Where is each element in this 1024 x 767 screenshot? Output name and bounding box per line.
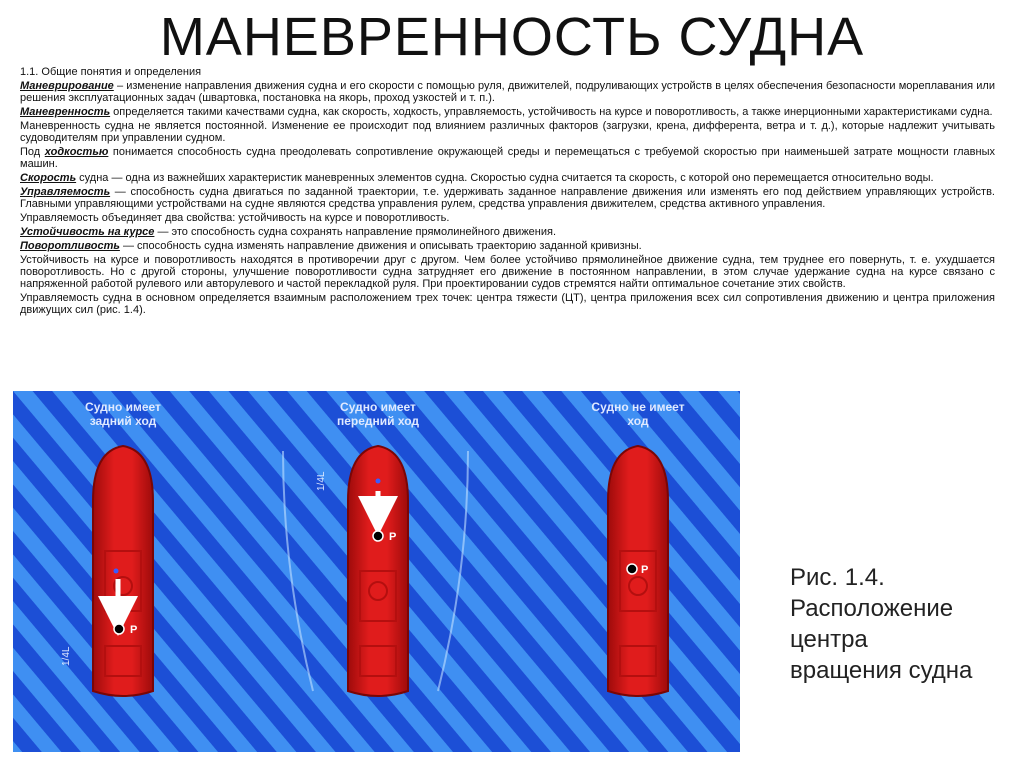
term: Поворотливость <box>20 240 120 252</box>
term: ходкостью <box>44 146 109 158</box>
center-of-gravity-icon <box>114 569 119 574</box>
pivot-letter: P <box>641 564 649 576</box>
page-title: МАНЕВРЕННОСТЬ СУДНА <box>159 7 865 67</box>
figure-svg <box>13 391 740 752</box>
body-text <box>20 66 995 318</box>
paragraph-text: Маневренность судна не является постоянной. Изменение ее происходит под влиянием различных факторов (загрузки, крена, дифферента, ветра и т. д.), которые надлежит учитывать судоводителям при управлении судном. <box>20 120 995 144</box>
paragraph <box>20 120 995 144</box>
paragraph-text: — способность судна изменять направление движения и описывать траекторию заданной кривизны. <box>119 240 642 252</box>
paragraph-text: Устойчивость на курсе и поворотливость находятся в противоречии друг с другом. Чем более устойчиво прямолинейное движение судна, тем труднее его повернуть, т. е. ухудшается поворотливость. Но с другой стороны, улучшение поворотливости судна затрудняет его движение в постоянном направлении, в этом случае удержание судна на курсе связано с напряженной работой рулевого или авторулевого и частой перекладкой руля. При проектировании судов стремятся найти оптимальное сочетание этих свойств. <box>20 254 995 290</box>
term: Скорость <box>20 172 77 184</box>
ship-pivot-figure <box>13 391 740 752</box>
paragraph-prefix: Под <box>20 146 45 158</box>
pivot-letter: P <box>389 531 397 543</box>
paragraph-text: определяется такими качествами судна, как скорость, ходкость, управляемость, устойчивость на курсе и поворотливость, а также инерционными характеристиками судна. <box>110 106 993 118</box>
paragraph <box>20 172 995 184</box>
caption-line: Рис. 1.4. <box>790 564 885 591</box>
pivot-letter: P <box>130 624 138 636</box>
pivot-point-icon <box>627 564 637 574</box>
ship-label-line2: передний ход <box>336 414 420 428</box>
paragraph <box>20 186 995 210</box>
quarter-length-label: 1/4L <box>316 471 327 491</box>
ship-label-line2: ход <box>627 414 649 428</box>
term: Управляемость <box>20 186 111 198</box>
paragraph <box>20 240 995 252</box>
ship-label-line2: задний ход <box>89 414 157 428</box>
quarter-length-label: 1/4L <box>61 646 72 666</box>
term: Маневрирование <box>20 80 114 92</box>
caption-line: Расположение <box>790 595 954 622</box>
paragraph <box>20 212 995 224</box>
paragraph <box>20 146 995 170</box>
ship-label-line1: Судно имеет <box>340 400 416 414</box>
paragraph-text: Управляемость объединяет два свойства: устойчивость на курсе и поворотливость. <box>20 212 450 224</box>
paragraph <box>20 292 995 316</box>
term: Устойчивость на курсе <box>20 226 155 238</box>
paragraph <box>20 80 995 104</box>
paragraph-text: – изменение направления движения судна и его скорости с помощью руля, движителей, подруливающих устройств в целях обеспечения безопасности мореплавания или решения эксплуатационных задач (швартовка, постановка на якорь, проход узкостей и т. п.). <box>20 80 995 104</box>
paragraph-text: Управляемость судна в основном определяется взаимным расположением трех точек: центра тяжести (ЦТ), центра приложения всех сил сопротивления движению и центра приложения движущих сил (рис. 1.4). <box>20 292 995 316</box>
paragraph <box>20 254 995 290</box>
term: Маневренность <box>20 106 111 118</box>
paragraph <box>20 106 995 118</box>
ship-label-line1: Судно имеет <box>85 400 161 414</box>
paragraph-text: понимается способность судна преодолевать сопротивление окружающей среды и перемещаться с требуемой скоростью при наименьшей затрате мощности главных машин. <box>20 146 995 170</box>
paragraph-text: судна — одна из важнейших характеристик маневренных элементов судна. Скоростью судна считается та скорость, с которой оно перемещается относительно воды. <box>76 172 934 184</box>
center-of-gravity-icon <box>376 479 381 484</box>
section-heading: 1.1. Общие понятия и определения <box>20 66 202 78</box>
paragraph <box>20 226 995 238</box>
ship-hull <box>608 446 668 696</box>
pivot-point-icon <box>114 624 124 634</box>
caption-line: вращения судна <box>790 657 973 684</box>
figure-caption <box>790 562 1010 686</box>
ship-label-line1: Судно не имеет <box>591 400 685 414</box>
pivot-point-icon <box>373 531 383 541</box>
paragraph-text: — это способность судна сохранять направление прямолинейного движения. <box>154 226 557 238</box>
caption-line: центра <box>790 626 868 653</box>
paragraph-text: — способность судна двигаться по заданной траектории, т.е. удерживать заданное направление движения или изменять его под действием управляющих устройств. Главными управляющими устройствами на судне являются средства управления рулем, средства управления движителем, средства активного управления. <box>20 186 995 210</box>
ship-hull <box>93 446 153 696</box>
